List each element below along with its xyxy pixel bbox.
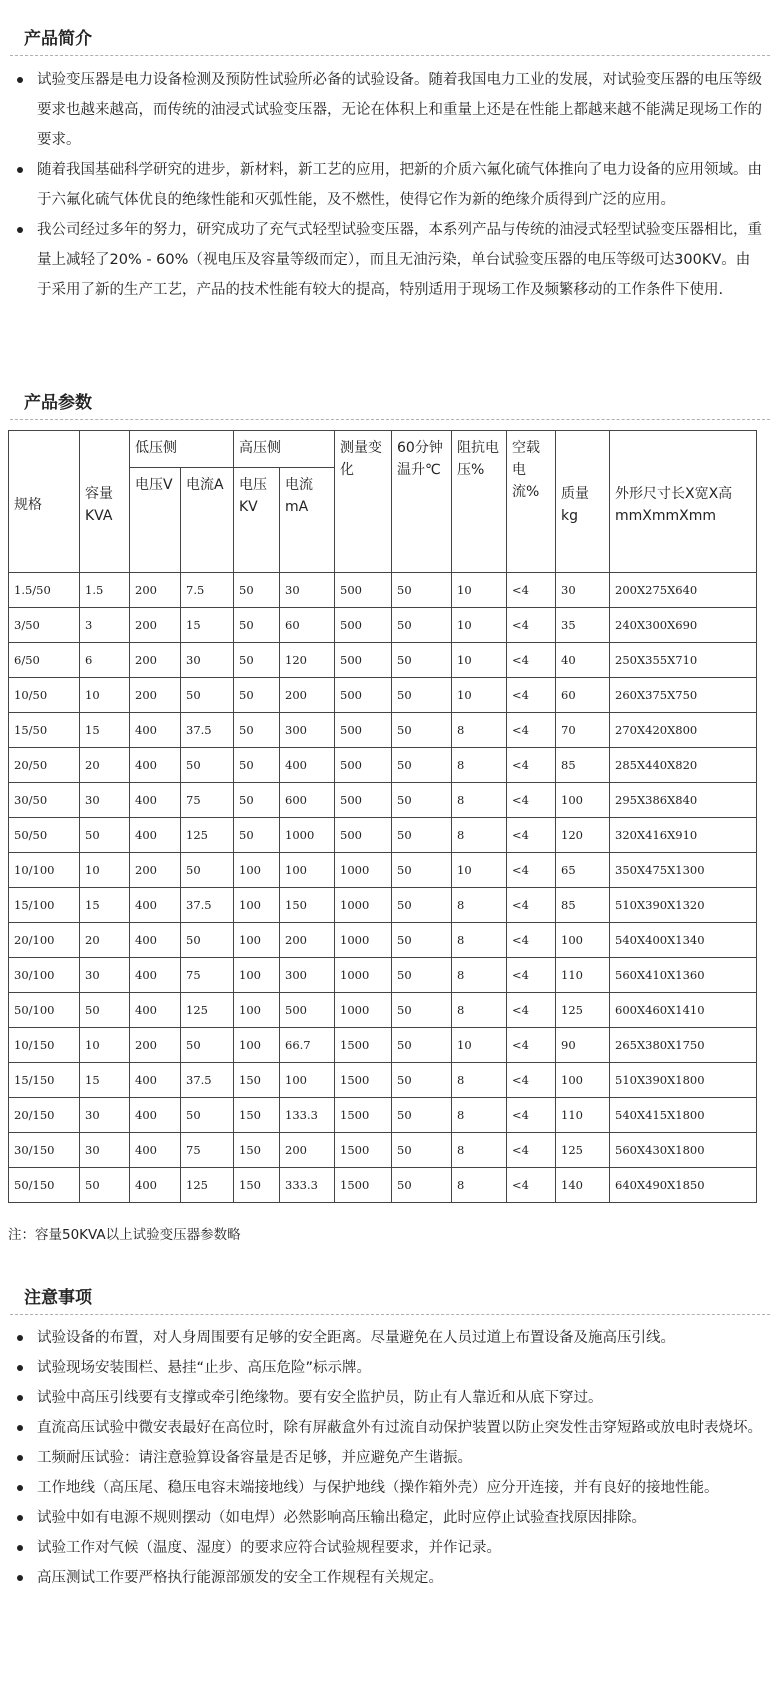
intro-title: 产品简介 bbox=[24, 29, 92, 49]
table-cell: 140 bbox=[556, 1168, 610, 1203]
header-low-side: 低压侧 bbox=[130, 431, 234, 468]
table-cell: 200 bbox=[130, 608, 181, 643]
bullet-icon bbox=[17, 1545, 23, 1551]
table-cell: 50 bbox=[80, 818, 130, 853]
table-cell: <4 bbox=[507, 923, 556, 958]
table-cell: 50 bbox=[234, 818, 280, 853]
header-low-current: 电流A bbox=[181, 468, 234, 573]
table-cell: 400 bbox=[130, 1098, 181, 1133]
table-cell: 50 bbox=[392, 608, 452, 643]
table-cell: 400 bbox=[130, 958, 181, 993]
table-row bbox=[9, 643, 757, 678]
table-cell: 35 bbox=[556, 608, 610, 643]
table-cell: 1500 bbox=[335, 1168, 392, 1203]
table-cell: 10 bbox=[452, 853, 507, 888]
table-cell: 50/150 bbox=[9, 1168, 80, 1203]
table-cell: 15 bbox=[80, 713, 130, 748]
table-cell: <4 bbox=[507, 993, 556, 1028]
table-cell: 30/100 bbox=[9, 958, 80, 993]
table-cell: 10 bbox=[452, 643, 507, 678]
table-cell: 50 bbox=[392, 713, 452, 748]
table-cell: 50 bbox=[392, 678, 452, 713]
header-mass: 质量kg bbox=[556, 431, 610, 573]
table-cell: 50 bbox=[392, 573, 452, 608]
table-cell: 50 bbox=[392, 993, 452, 1028]
table-cell: 100 bbox=[234, 888, 280, 923]
table-cell: 37.5 bbox=[181, 888, 234, 923]
table-cell: 50 bbox=[234, 713, 280, 748]
table-row bbox=[9, 608, 757, 643]
table-cell: 640X490X1850 bbox=[610, 1168, 757, 1203]
table-row bbox=[9, 888, 757, 923]
bullet-icon bbox=[17, 227, 23, 233]
table-cell: 100 bbox=[556, 1063, 610, 1098]
table-cell: 350X475X1300 bbox=[610, 853, 757, 888]
header-impedance: 阻抗电压% bbox=[452, 431, 507, 573]
table-row bbox=[9, 1063, 757, 1098]
table-cell: 1.5/50 bbox=[9, 573, 80, 608]
table-cell: <4 bbox=[507, 1168, 556, 1203]
table-cell: 500 bbox=[335, 783, 392, 818]
table-cell: 200 bbox=[130, 1028, 181, 1063]
intro-item: 试验变压器是电力设备检测及预防性试验所必备的试验设备。随着我国电力工业的发展，对试验变压器的电压等级要求也越来越高，而传统的油浸式试验变压器，无论在体积上和重量上还是在性能上都越来越不能满足现场工作的要求。 bbox=[0, 65, 776, 155]
table-cell: 60 bbox=[556, 678, 610, 713]
table-cell: 15 bbox=[80, 888, 130, 923]
table-cell: 400 bbox=[130, 713, 181, 748]
table-cell: <4 bbox=[507, 1098, 556, 1133]
table-cell: 110 bbox=[556, 1098, 610, 1133]
table-row bbox=[9, 818, 757, 853]
cautions-section-header bbox=[0, 1275, 776, 1315]
table-cell: 8 bbox=[452, 748, 507, 783]
table-row bbox=[9, 783, 757, 818]
table-cell: 200X275X640 bbox=[610, 573, 757, 608]
bullet-icon bbox=[17, 1335, 23, 1341]
table-cell: 560X410X1360 bbox=[610, 958, 757, 993]
table-cell: 90 bbox=[556, 1028, 610, 1063]
table-cell: 75 bbox=[181, 783, 234, 818]
table-cell: 10 bbox=[80, 678, 130, 713]
caution-item: 工作地线（高压尾、稳压电容末端接地线）与保护地线（操作箱外壳）应分开连接，并有良好的接地性能。 bbox=[0, 1473, 776, 1503]
table-cell: 50 bbox=[392, 1063, 452, 1098]
table-cell: 400 bbox=[130, 783, 181, 818]
table-header-row bbox=[9, 431, 757, 468]
table-cell: 10 bbox=[80, 1028, 130, 1063]
header-capacity: 容量KVA bbox=[80, 431, 130, 573]
table-cell: 510X390X1320 bbox=[610, 888, 757, 923]
table-cell: 150 bbox=[234, 1098, 280, 1133]
table-cell: 100 bbox=[280, 853, 335, 888]
table-cell: 500 bbox=[335, 713, 392, 748]
table-cell: 85 bbox=[556, 888, 610, 923]
table-cell: 50/50 bbox=[9, 818, 80, 853]
table-cell: 50 bbox=[181, 1098, 234, 1133]
table-cell: 1000 bbox=[335, 993, 392, 1028]
bullet-icon bbox=[17, 1395, 23, 1401]
table-cell: 285X440X820 bbox=[610, 748, 757, 783]
table-cell: 37.5 bbox=[181, 1063, 234, 1098]
table-cell: 15/100 bbox=[9, 888, 80, 923]
table-cell: <4 bbox=[507, 748, 556, 783]
table-cell: 30 bbox=[556, 573, 610, 608]
table-cell: 133.3 bbox=[280, 1098, 335, 1133]
table-cell: 10/100 bbox=[9, 853, 80, 888]
table-cell: 1000 bbox=[335, 923, 392, 958]
table-cell: 30 bbox=[80, 1098, 130, 1133]
header-temp: 60分钟温升℃ bbox=[392, 431, 452, 573]
table-cell: 7.5 bbox=[181, 573, 234, 608]
cautions-title: 注意事项 bbox=[24, 1288, 92, 1308]
bullet-icon bbox=[17, 1365, 23, 1371]
table-cell: 400 bbox=[130, 1063, 181, 1098]
table-cell: 40 bbox=[556, 643, 610, 678]
table-cell: <4 bbox=[507, 1063, 556, 1098]
cautions-divider bbox=[10, 1314, 770, 1315]
table-cell: 240X300X690 bbox=[610, 608, 757, 643]
table-cell: 400 bbox=[130, 818, 181, 853]
table-row bbox=[9, 1028, 757, 1063]
table-cell: 265X380X1750 bbox=[610, 1028, 757, 1063]
table-cell: 6/50 bbox=[9, 643, 80, 678]
table-cell: 200 bbox=[130, 853, 181, 888]
table-cell: 400 bbox=[130, 993, 181, 1028]
table-cell: 50/100 bbox=[9, 993, 80, 1028]
table-cell: <4 bbox=[507, 713, 556, 748]
table-cell: 8 bbox=[452, 783, 507, 818]
table-cell: 50 bbox=[392, 1028, 452, 1063]
table-cell: 100 bbox=[234, 1028, 280, 1063]
table-cell: <4 bbox=[507, 1028, 556, 1063]
table-cell: 200 bbox=[280, 1133, 335, 1168]
table-cell: 10/150 bbox=[9, 1028, 80, 1063]
table-cell: 50 bbox=[234, 783, 280, 818]
caution-item: 试验工作对气候（温度、湿度）的要求应符合试验规程要求，并作记录。 bbox=[0, 1533, 776, 1563]
table-cell: 50 bbox=[392, 1168, 452, 1203]
table-cell: 75 bbox=[181, 958, 234, 993]
table-cell: 400 bbox=[130, 923, 181, 958]
table-row bbox=[9, 713, 757, 748]
table-cell: 500 bbox=[335, 678, 392, 713]
table-cell: 30 bbox=[181, 643, 234, 678]
table-cell: 10/50 bbox=[9, 678, 80, 713]
table-cell: 400 bbox=[130, 748, 181, 783]
table-cell: 100 bbox=[556, 783, 610, 818]
table-cell: 50 bbox=[234, 643, 280, 678]
table-cell: 500 bbox=[280, 993, 335, 1028]
table-cell: 1500 bbox=[335, 1133, 392, 1168]
table-cell: 500 bbox=[335, 643, 392, 678]
params-section-header bbox=[0, 380, 776, 420]
table-row bbox=[9, 958, 757, 993]
table-cell: 50 bbox=[392, 1098, 452, 1133]
table-cell: 260X375X750 bbox=[610, 678, 757, 713]
caution-item: 高压测试工作要严格执行能源部颁发的安全工作规程有关规定。 bbox=[0, 1563, 776, 1593]
table-cell: 37.5 bbox=[181, 713, 234, 748]
table-cell: 10 bbox=[452, 573, 507, 608]
table-note: 注：容量50KVA以上试验变压器参数略 bbox=[8, 1227, 241, 1243]
table-cell: 8 bbox=[452, 818, 507, 853]
table-cell: 50 bbox=[392, 1133, 452, 1168]
table-cell: 125 bbox=[181, 818, 234, 853]
table-cell: 8 bbox=[452, 958, 507, 993]
params-table bbox=[8, 430, 757, 1203]
table-cell: 30 bbox=[80, 1133, 130, 1168]
table-cell: 30/150 bbox=[9, 1133, 80, 1168]
header-high-voltage: 电压KV bbox=[234, 468, 280, 573]
table-cell: 400 bbox=[130, 1133, 181, 1168]
table-cell: 300 bbox=[280, 958, 335, 993]
table-cell: 100 bbox=[234, 958, 280, 993]
header-measure: 测量变化 bbox=[335, 431, 392, 573]
table-cell: 50 bbox=[234, 573, 280, 608]
table-cell: 1000 bbox=[335, 958, 392, 993]
table-cell: 15/150 bbox=[9, 1063, 80, 1098]
table-cell: 1500 bbox=[335, 1028, 392, 1063]
table-cell: 333.3 bbox=[280, 1168, 335, 1203]
table-cell: 1.5 bbox=[80, 573, 130, 608]
table-cell: 75 bbox=[181, 1133, 234, 1168]
table-cell: 8 bbox=[452, 1063, 507, 1098]
table-row bbox=[9, 1133, 757, 1168]
table-cell: 200 bbox=[280, 678, 335, 713]
table-cell: 320X416X910 bbox=[610, 818, 757, 853]
table-cell: 8 bbox=[452, 888, 507, 923]
header-noload: 空载电流% bbox=[507, 431, 556, 573]
table-cell: <4 bbox=[507, 678, 556, 713]
table-cell: 50 bbox=[80, 1168, 130, 1203]
table-cell: <4 bbox=[507, 643, 556, 678]
table-cell: 200 bbox=[130, 573, 181, 608]
caution-item: 试验设备的布置，对人身周围要有足够的安全距离。尽量避免在人员过道上布置设备及施高压引线。 bbox=[0, 1323, 776, 1353]
intro-section-header bbox=[0, 16, 776, 56]
table-cell: 50 bbox=[392, 923, 452, 958]
table-cell: 50 bbox=[392, 958, 452, 993]
table-cell: 85 bbox=[556, 748, 610, 783]
table-cell: 600X460X1410 bbox=[610, 993, 757, 1028]
table-row bbox=[9, 748, 757, 783]
table-cell: 510X390X1800 bbox=[610, 1063, 757, 1098]
table-cell: 15 bbox=[181, 608, 234, 643]
bullet-icon bbox=[17, 1485, 23, 1491]
table-cell: 1000 bbox=[335, 853, 392, 888]
table-cell: 1000 bbox=[280, 818, 335, 853]
table-cell: 1500 bbox=[335, 1098, 392, 1133]
table-cell: 400 bbox=[130, 1168, 181, 1203]
table-cell: <4 bbox=[507, 958, 556, 993]
table-cell: 8 bbox=[452, 1168, 507, 1203]
bullet-icon bbox=[17, 1455, 23, 1461]
table-cell: 10 bbox=[452, 608, 507, 643]
table-cell: 70 bbox=[556, 713, 610, 748]
table-cell: 6 bbox=[80, 643, 130, 678]
table-cell: 100 bbox=[234, 853, 280, 888]
table-cell: 65 bbox=[556, 853, 610, 888]
caution-item: 试验现场安装围栏、悬挂“止步、高压危险”标示牌。 bbox=[0, 1353, 776, 1383]
table-cell: 50 bbox=[392, 818, 452, 853]
header-low-voltage: 电压V bbox=[130, 468, 181, 573]
table-body bbox=[9, 573, 757, 1203]
table-cell: <4 bbox=[507, 853, 556, 888]
params-title: 产品参数 bbox=[24, 393, 92, 413]
table-row bbox=[9, 923, 757, 958]
table-row bbox=[9, 1098, 757, 1133]
table-cell: 50 bbox=[181, 678, 234, 713]
bullet-icon bbox=[17, 1575, 23, 1581]
table-cell: <4 bbox=[507, 573, 556, 608]
caution-item: 工频耐压试验：请注意验算设备容量是否足够，并应避免产生谐振。 bbox=[0, 1443, 776, 1473]
table-cell: 150 bbox=[280, 888, 335, 923]
table-cell: 20 bbox=[80, 748, 130, 783]
table-cell: 50 bbox=[234, 608, 280, 643]
intro-divider bbox=[10, 55, 770, 56]
table-cell: <4 bbox=[507, 818, 556, 853]
table-cell: 100 bbox=[556, 923, 610, 958]
table-cell: 100 bbox=[234, 993, 280, 1028]
table-cell: 8 bbox=[452, 923, 507, 958]
table-cell: <4 bbox=[507, 888, 556, 923]
table-cell: <4 bbox=[507, 783, 556, 818]
table-cell: 15 bbox=[80, 1063, 130, 1098]
table-cell: 1500 bbox=[335, 1063, 392, 1098]
params-divider bbox=[10, 419, 770, 420]
table-cell: 30 bbox=[80, 783, 130, 818]
caution-item: 直流高压试验中微安表最好在高位时，除有屏蔽盒外有过流自动保护装置以防止突发性击穿短路或放电时表烧坏。 bbox=[0, 1413, 776, 1443]
table-cell: 125 bbox=[181, 1168, 234, 1203]
table-cell: 125 bbox=[181, 993, 234, 1028]
table-cell: 110 bbox=[556, 958, 610, 993]
table-cell: 50 bbox=[392, 643, 452, 678]
table-cell: 120 bbox=[556, 818, 610, 853]
table-cell: 50 bbox=[234, 748, 280, 783]
intro-list bbox=[0, 65, 776, 305]
table-cell: 200 bbox=[130, 678, 181, 713]
header-high-side: 高压侧 bbox=[234, 431, 335, 468]
table-cell: 300 bbox=[280, 713, 335, 748]
table-cell: 200 bbox=[130, 643, 181, 678]
intro-item: 随着我国基础科学研究的进步，新材料，新工艺的应用，把新的介质六氟化硫气体推向了电力设备的应用领域。由于六氟化硫气体优良的绝缘性能和灭弧性能，及不燃性，使得它作为新的绝缘介质得到广泛的应用。 bbox=[0, 155, 776, 215]
table-cell: 20 bbox=[80, 923, 130, 958]
header-spec: 规格 bbox=[9, 431, 80, 573]
table-cell: 295X386X840 bbox=[610, 783, 757, 818]
table-cell: 50 bbox=[181, 923, 234, 958]
table-cell: 10 bbox=[80, 853, 130, 888]
table-cell: 100 bbox=[234, 923, 280, 958]
bullet-icon bbox=[17, 1515, 23, 1521]
cautions-list bbox=[0, 1323, 776, 1593]
table-cell: 66.7 bbox=[280, 1028, 335, 1063]
table-cell: 500 bbox=[335, 573, 392, 608]
table-row bbox=[9, 993, 757, 1028]
caution-item: 试验中如有电源不规则摆动（如电焊）必然影响高压输出稳定，此时应停止试验查找原因排除。 bbox=[0, 1503, 776, 1533]
table-cell: 50 bbox=[80, 993, 130, 1028]
table-cell: 50 bbox=[392, 748, 452, 783]
table-cell: 15/50 bbox=[9, 713, 80, 748]
intro-item: 我公司经过多年的努力，研究成功了充气式轻型试验变压器，本系列产品与传统的油浸式轻型试验变压器相比，重量上减轻了20% - 60%（视电压及容量等级而定），而且无油污染，单台试验变压器的电压等级可达300KV。由于采用了新的生产工艺，产品的技术性能有较大的提高，特别适用于现场工作及频繁移动的工作条件下使用. bbox=[0, 215, 776, 305]
table-cell: 8 bbox=[452, 1133, 507, 1168]
table-cell: 30 bbox=[280, 573, 335, 608]
table-cell: 10 bbox=[452, 678, 507, 713]
table-cell: 400 bbox=[280, 748, 335, 783]
table-cell: 540X415X1800 bbox=[610, 1098, 757, 1133]
table-cell: 3 bbox=[80, 608, 130, 643]
table-cell: 150 bbox=[234, 1133, 280, 1168]
table-cell: 8 bbox=[452, 713, 507, 748]
table-cell: 50 bbox=[181, 853, 234, 888]
table-cell: 60 bbox=[280, 608, 335, 643]
table-cell: 50 bbox=[181, 1028, 234, 1063]
table-cell: 125 bbox=[556, 1133, 610, 1168]
table-cell: <4 bbox=[507, 608, 556, 643]
table-cell: 8 bbox=[452, 1098, 507, 1133]
table-cell: 30/50 bbox=[9, 783, 80, 818]
table-cell: 8 bbox=[452, 993, 507, 1028]
table-cell: 500 bbox=[335, 608, 392, 643]
table-cell: 20/50 bbox=[9, 748, 80, 783]
table-row bbox=[9, 573, 757, 608]
table-cell: 50 bbox=[392, 853, 452, 888]
table-cell: 50 bbox=[392, 783, 452, 818]
table-cell: 100 bbox=[280, 1063, 335, 1098]
table-cell: 150 bbox=[234, 1063, 280, 1098]
table-cell: 250X355X710 bbox=[610, 643, 757, 678]
table-cell: 20/100 bbox=[9, 923, 80, 958]
table-cell: 560X430X1800 bbox=[610, 1133, 757, 1168]
header-high-current: 电流mA bbox=[280, 468, 335, 573]
table-cell: 200 bbox=[280, 923, 335, 958]
bullet-icon bbox=[17, 77, 23, 83]
header-dims: 外形尺寸长X宽X高mmXmmXmm bbox=[610, 431, 757, 573]
table-cell: 30 bbox=[80, 958, 130, 993]
bullet-icon bbox=[17, 1425, 23, 1431]
table-cell: 3/50 bbox=[9, 608, 80, 643]
table-cell: 1000 bbox=[335, 888, 392, 923]
table-cell: 120 bbox=[280, 643, 335, 678]
table-cell: 150 bbox=[234, 1168, 280, 1203]
table-cell: 50 bbox=[392, 888, 452, 923]
caution-item: 试验中高压引线要有支撑或牵引绝缘物。要有安全监护员，防止有人靠近和从底下穿过。 bbox=[0, 1383, 776, 1413]
table-cell: 125 bbox=[556, 993, 610, 1028]
table-cell: 50 bbox=[181, 748, 234, 783]
table-cell: 400 bbox=[130, 888, 181, 923]
bullet-icon bbox=[17, 167, 23, 173]
table-cell: 600 bbox=[280, 783, 335, 818]
table-cell: 10 bbox=[452, 1028, 507, 1063]
table-cell: 270X420X800 bbox=[610, 713, 757, 748]
table-cell: 50 bbox=[234, 678, 280, 713]
table-row bbox=[9, 678, 757, 713]
table-row bbox=[9, 1168, 757, 1203]
table-cell: 500 bbox=[335, 818, 392, 853]
table-cell: 20/150 bbox=[9, 1098, 80, 1133]
table-row bbox=[9, 853, 757, 888]
table-cell: 540X400X1340 bbox=[610, 923, 757, 958]
table-cell: <4 bbox=[507, 1133, 556, 1168]
table-cell: 500 bbox=[335, 748, 392, 783]
